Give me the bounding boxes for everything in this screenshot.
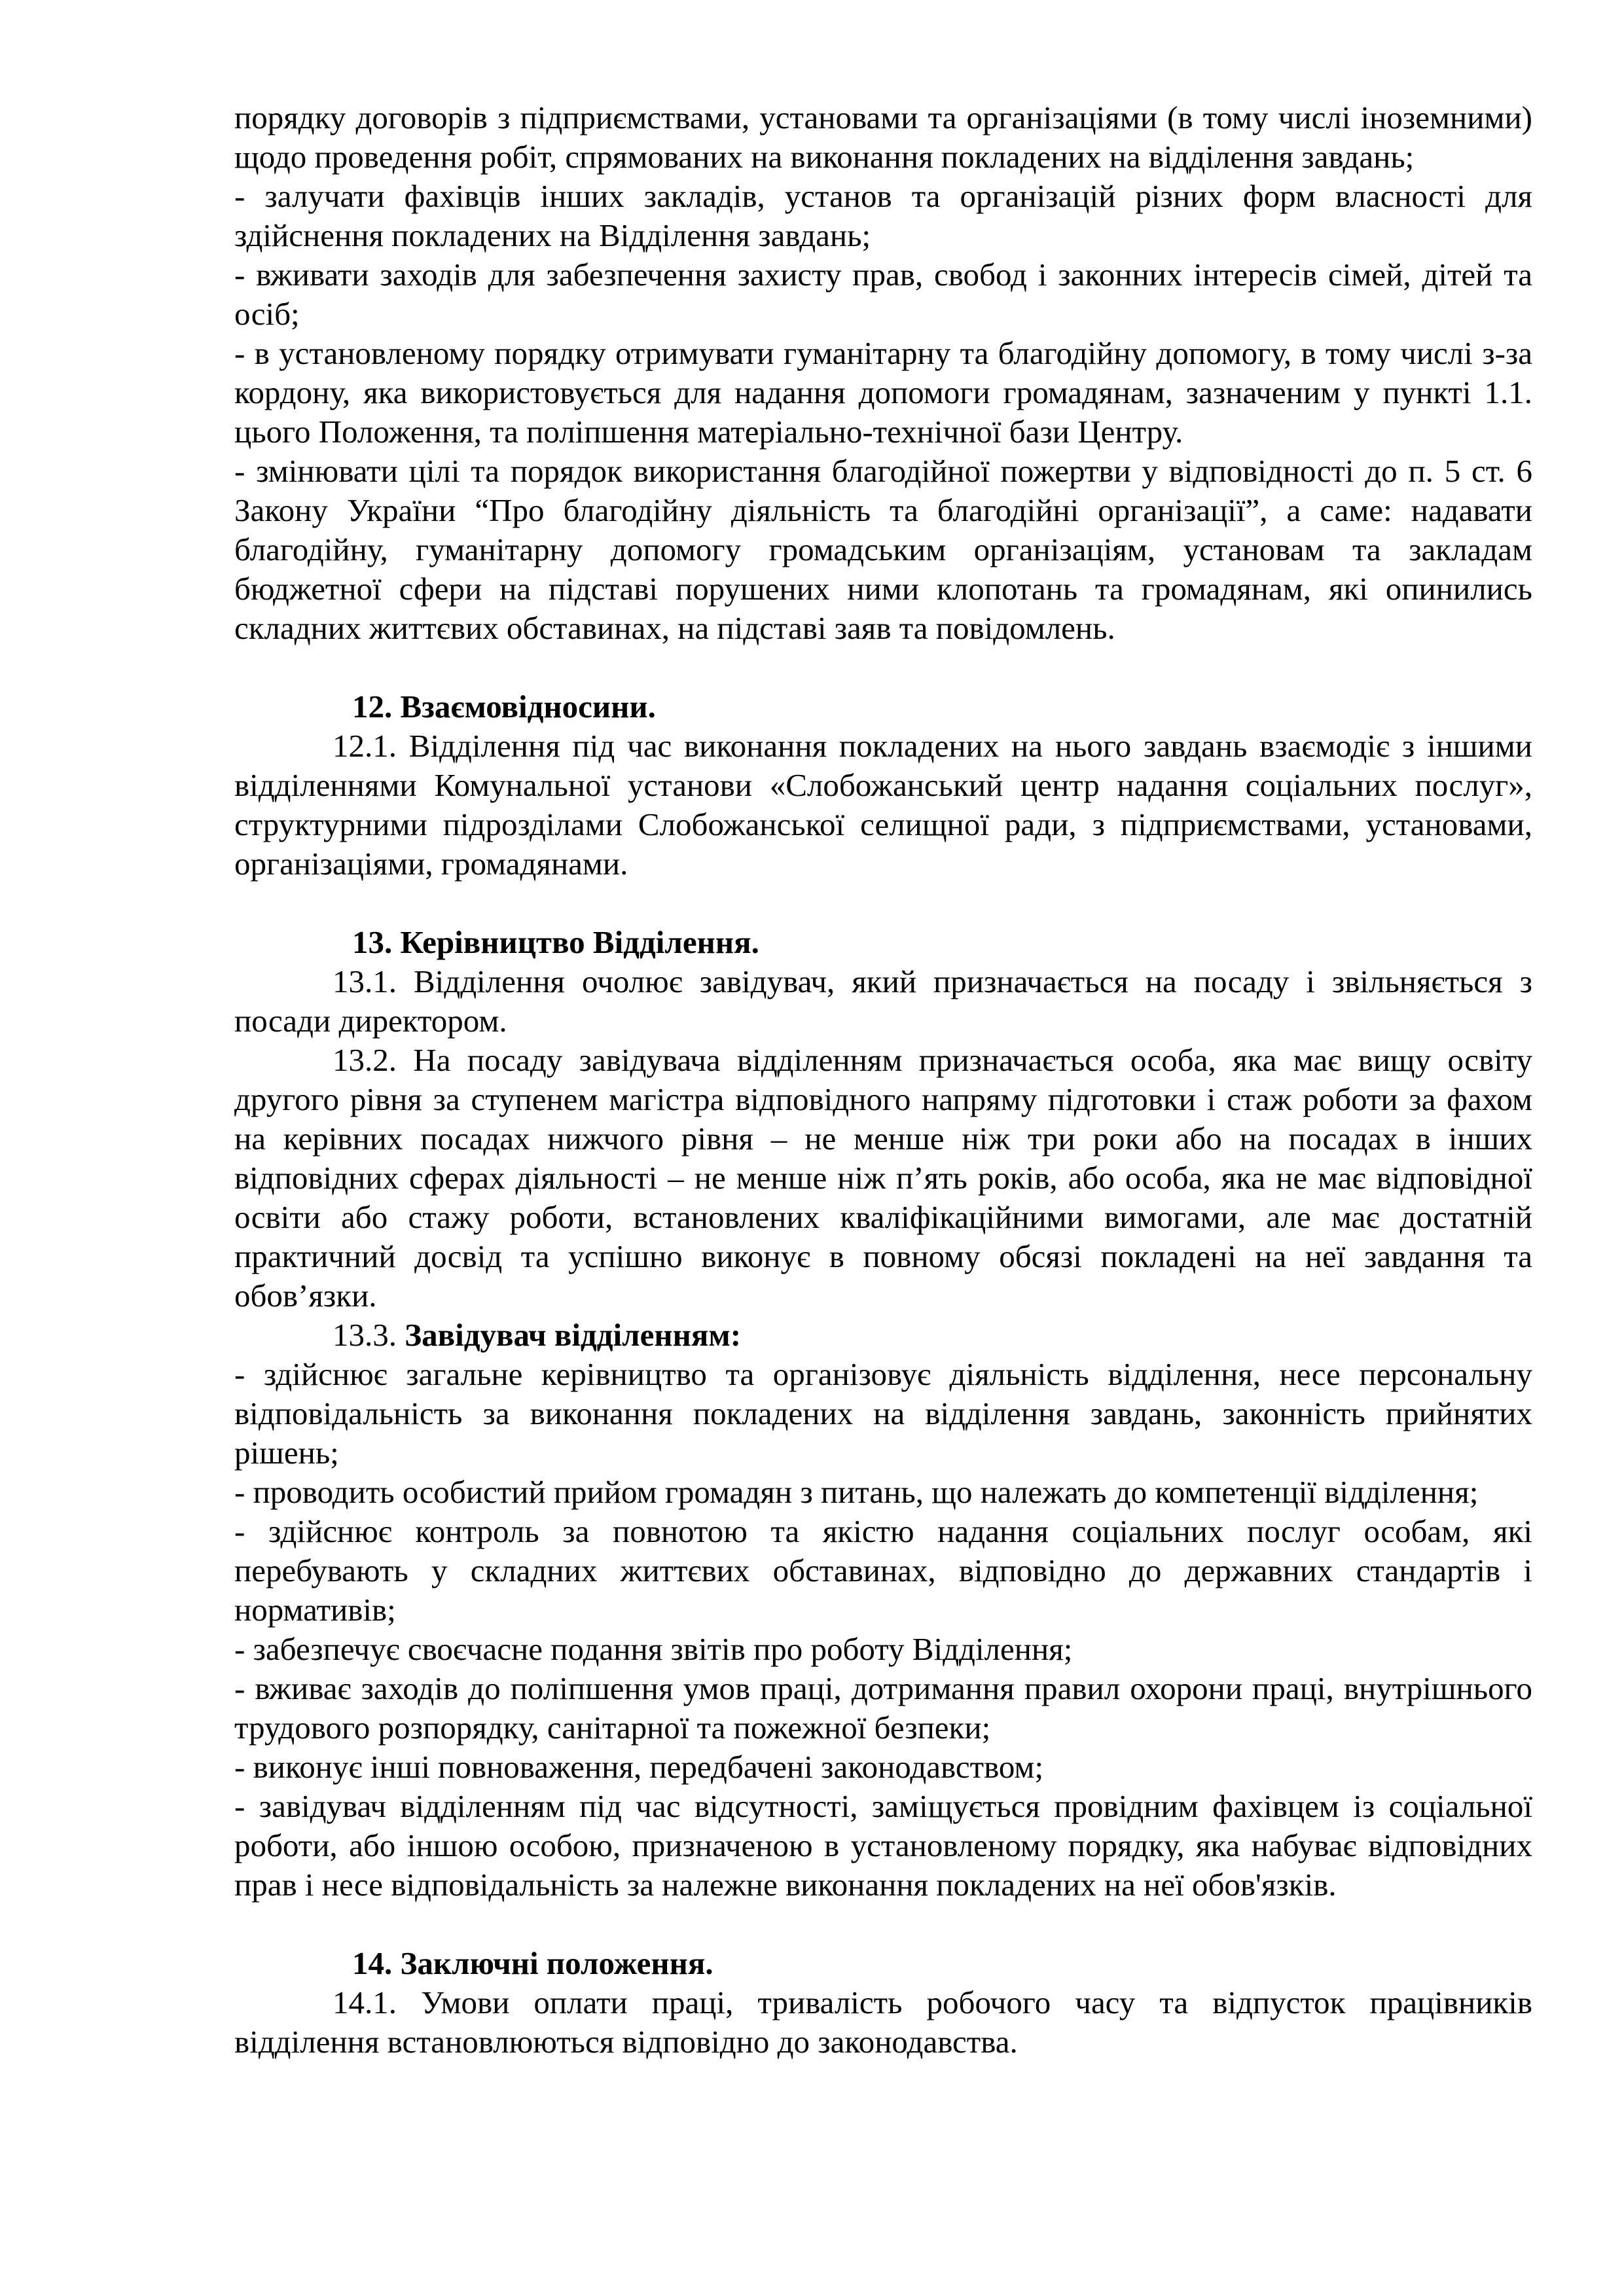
- text-run: - здійснює загальне керівництво та організовує діяльність відділення, несе персональну відповідальність за виконання покладених на відділення завдань, законність прийнятих рішень;: [234, 1356, 1532, 1471]
- section-heading: [234, 923, 1532, 962]
- text-run: 14.1. Умови оплати праці, тривалість робочого часу та відпусток працівників відділення встановлюються відповідно до законодавства.: [234, 1984, 1532, 2060]
- text-run: - вживати заходів для забезпечення захисту прав, свобод і законних інтересів сімей, дітей та осіб;: [234, 257, 1532, 332]
- bullet-item: [234, 1630, 1532, 1669]
- paragraph: [234, 962, 1532, 1041]
- text-run: Завідувач відділенням:: [405, 1317, 742, 1353]
- bullet-item: [234, 1669, 1532, 1748]
- section-heading: [234, 1944, 1532, 1983]
- bullet-item: [234, 1355, 1532, 1473]
- paragraph: [234, 1983, 1532, 2062]
- text-run: - вживає заходів до поліпшення умов праці, дотримання правил охорони праці, внутрішнього трудового розпорядку, санітарної та пожежної безпеки;: [234, 1670, 1532, 1746]
- text-run: - залучати фахівців інших закладів, установ та організацій різних форм власності для здійснення покладених на Відділення завдань;: [234, 178, 1532, 253]
- text-run: 13.2. На посаду завідувача відділенням призначається особа, яка має вищу освіту другого рівня за ступенем магістра відповідного напряму підготовки і стаж роботи за фахом на керівних посадах нижчого рівня – не менше ніж три роки або на посадах в інших відповідних сферах діяльності – не менше ніж п’ять років, або особа, яка не має відповідної освіти або стажу роботи, встановлених кваліфікаційними вимогами, але має достатній практичний досвід та успішно виконує в повному обсязі покладені на неї завдання та обов’язки.: [234, 1042, 1532, 1314]
- paragraph: [234, 98, 1532, 177]
- text-run: - виконує інші повноваження, передбачені законодавством;: [234, 1749, 1044, 1785]
- bullet-item: [234, 255, 1532, 334]
- section-heading: [234, 687, 1532, 726]
- bullet-item: [234, 1473, 1532, 1512]
- bullet-item: [234, 1512, 1532, 1630]
- text-run: - здійснює контроль за повнотою та якістю надання соціальних послуг особам, які перебувають у складних життєвих обставинах, відповідно до державних стандартів і нормативів;: [234, 1513, 1532, 1628]
- text-run: - в установленому порядку отримувати гуманітарну та благодійну допомогу, в тому числі з-за кордону, яка використовується для надання допомоги громадянам, зазначеним у пункті 1.1. цього Положення, та поліпшення матеріально-технічної бази Центру.: [234, 335, 1532, 450]
- bullet-item: [234, 1787, 1532, 1905]
- text-run: порядку договорів з підприємствами, установами та організаціями (в тому числі іноземними) щодо проведення робіт, спрямованих на виконання покладених на відділення завдань;: [234, 99, 1532, 175]
- text-run: 13.3.: [333, 1317, 405, 1353]
- text-run: - проводить особистий прийом громадян з питань, що належать до компетенції відділення;: [234, 1474, 1479, 1510]
- text-run: 12.1. Відділення під час виконання покладених на нього завдань взаємодіє з іншими відділеннями Комунальної установи «Слобожанський центр надання соціальних послуг», структурними підрозділами Слобожанської селищної ради, з підприємствами, установами, організаціями, громадянами.: [234, 728, 1532, 882]
- text-run: - завідувач відділенням під час відсутності, заміщується провідним фахівцем із соціальної роботи, або іншою особою, призначеною в установленому порядку, яка набуває відповідних прав і несе відповідальність за належне виконання покладених на неї обов'язків.: [234, 1788, 1532, 1903]
- bullet-item: [234, 177, 1532, 255]
- text-run: 13. Керівництво Відділення.: [352, 924, 759, 960]
- bullet-item: [234, 334, 1532, 452]
- text-run: - забезпечує своєчасне подання звітів про роботу Відділення;: [234, 1631, 1073, 1667]
- text-run: 14. Заключні положення.: [352, 1945, 713, 1981]
- bullet-item: [234, 1748, 1532, 1787]
- text-run: 12. Взаємовідносини.: [352, 689, 656, 725]
- paragraph: [234, 1041, 1532, 1316]
- paragraph: [234, 726, 1532, 884]
- text-run: - змінювати цілі та порядок використання благодійної пожертви у відповідності до п. 5 ст. 6 Закону України “Про благодійну діяльність та благодійні організації”, а саме: надавати благодійну, гуманітарну допомогу громадським організаціям, установам та закладам бюджетної сфери на підставі порушених ними клопотань та громадянам, які опинились складних життєвих обставинах, на підставі заяв та повідомлень.: [234, 453, 1532, 646]
- bullet-item: [234, 452, 1532, 648]
- paragraph: [234, 1316, 1532, 1355]
- text-run: 13.1. Відділення очолює завідувач, який призначається на посаду і звільняється з посади директором.: [234, 963, 1532, 1039]
